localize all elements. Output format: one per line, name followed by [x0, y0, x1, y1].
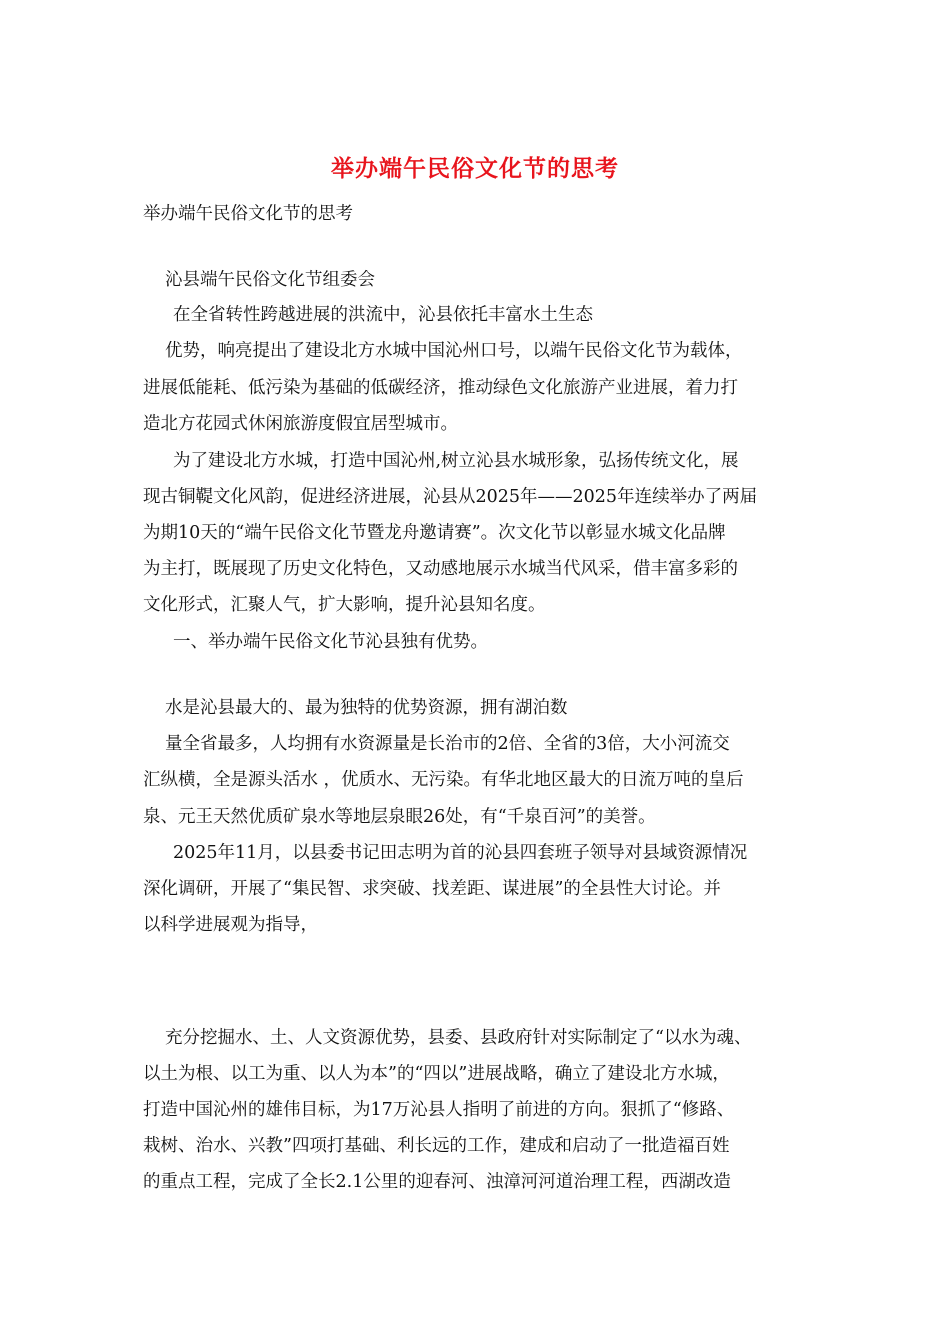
- paragraph-line: 深化调研，开展了“集民智、求突破、找差距、谋进展”的全县性大讨论。并: [143, 879, 721, 899]
- organizer-line: 沁县端午民俗文化节组委会: [165, 270, 375, 290]
- document-subtitle: 举办端午民俗文化节的思考: [143, 204, 353, 224]
- paragraph-line: 汇纵横，全是源头活水 ，优质水、无污染。有华北地区最大的日流万吨的皇后: [143, 770, 744, 790]
- paragraph-line: 优势，响亮提出了建设北方水城中国沁州口号，以端午民俗文化节为载体，: [165, 341, 743, 361]
- paragraph-line: 现古铜鞮文化风韵，促进经济进展，沁县从2025年——2025年连续举办了两届: [143, 487, 758, 507]
- paragraph-line: 为期10天的“端午民俗文化节暨龙舟邀请赛”。次文化节以彰显水城文化品牌: [143, 523, 726, 543]
- paragraph-line: 为主打，既展现了历史文化特色，又动感地展示水城当代风采，借丰富多彩的: [143, 559, 738, 579]
- paragraph-line: 泉、元王天然优质矿泉水等地层泉眼26处，有“千泉百河”的美誉。: [143, 807, 656, 827]
- paragraph-line: 打造中国沁州的雄伟目标，为17万沁县人指明了前进的方向。狠抓了“修路、: [143, 1100, 735, 1120]
- document-title: 举办端午民俗文化节的思考: [331, 155, 619, 182]
- paragraph-line: 的重点工程，完成了全长2.1公里的迎春河、浊漳河河道治理工程，西湖改造: [143, 1172, 731, 1192]
- paragraph-line: 以土为根、以工为重、以人为本”的“四以”进展战略，确立了建设北方水城，: [143, 1064, 730, 1084]
- paragraph-line: 文化形式，汇聚人气，扩大影响，提升沁县知名度。: [143, 595, 546, 615]
- paragraph-line: 量全省最多，人均拥有水资源量是长治市的2倍、全省的3倍，大小河流交: [165, 734, 730, 754]
- paragraph-line: 进展低能耗、低污染为基础的低碳经济，推动绿色文化旅游产业进展，着力打: [143, 378, 738, 398]
- section-heading: 一、举办端午民俗文化节沁县独有优势。: [173, 632, 488, 652]
- paragraph-line: 栽树、治水、兴教”四项打基础、利长远的工作，建成和启动了一批造福百姓: [143, 1136, 730, 1156]
- paragraph-line: 为了建设北方水城，打造中国沁州,树立沁县水城形象，弘扬传统文化，展: [173, 451, 739, 471]
- paragraph-line: 水是沁县最大的、最为独特的优势资源，拥有湖泊数: [165, 698, 568, 718]
- paragraph-line: 以科学进展观为指导，: [143, 915, 318, 935]
- paragraph-line: 2025年11月，以县委书记田志明为首的沁县四套班子领导对县域资源情况: [173, 843, 748, 863]
- paragraph-line: 造北方花园式休闲旅游度假宜居型城市。: [143, 414, 458, 434]
- paragraph-line: 充分挖掘水、土、人文资源优势，县委、县政府针对实际制定了“以水为魂、: [165, 1028, 752, 1048]
- paragraph-line: 在全省转性跨越进展的洪流中，沁县依托丰富水土生态: [173, 305, 593, 325]
